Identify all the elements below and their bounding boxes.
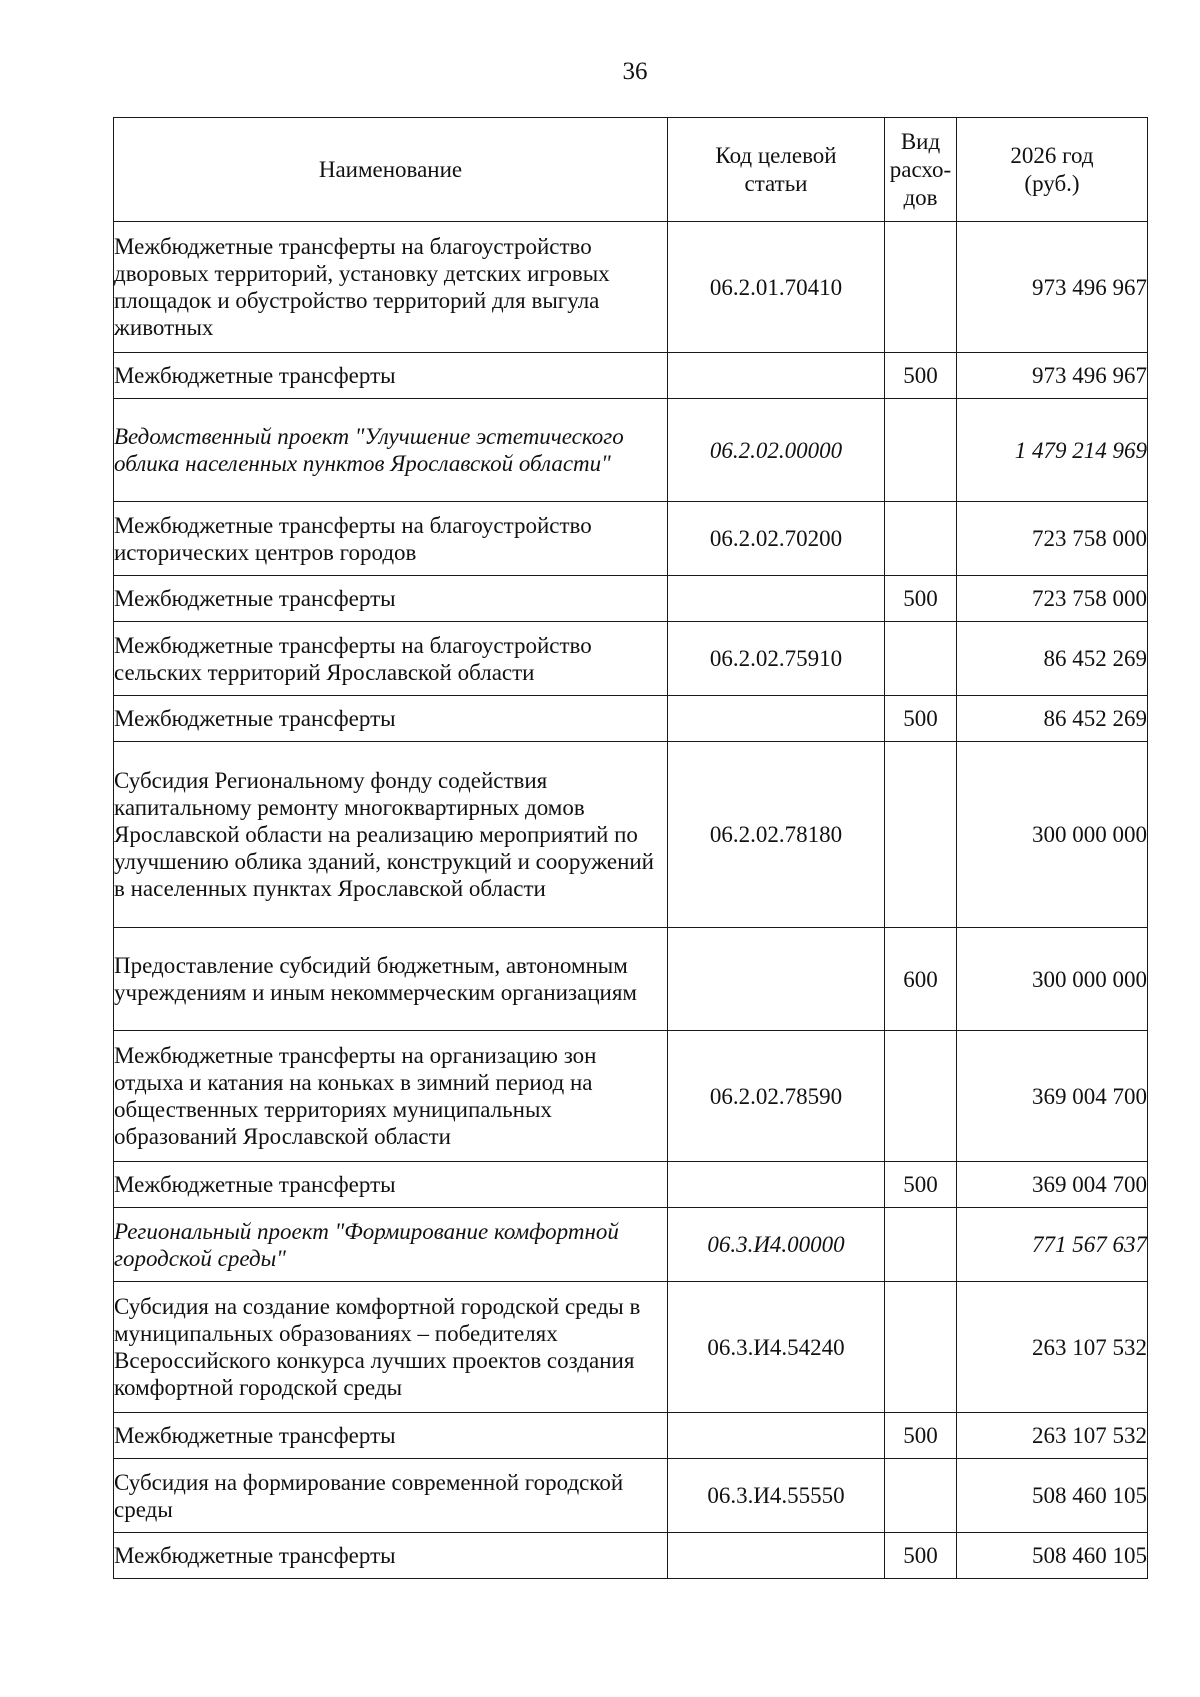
row-name: Межбюджетные трансферты — [114, 576, 668, 622]
row-name: Межбюджетные трансферты на благоустройство сельских территорий Ярославской области — [114, 622, 668, 696]
table-row — [114, 1413, 1148, 1459]
row-expense-type — [885, 1208, 957, 1282]
row-code: 06.3.И4.00000 — [668, 1208, 885, 1282]
row-amount: 263 107 532 — [957, 1282, 1148, 1413]
row-code: 06.3.И4.54240 — [668, 1282, 885, 1413]
row-code — [668, 353, 885, 399]
row-amount: 300 000 000 — [957, 742, 1148, 928]
row-amount: 973 496 967 — [957, 222, 1148, 353]
row-name: Межбюджетные трансферты — [114, 696, 668, 742]
row-code — [668, 928, 885, 1031]
row-amount: 300 000 000 — [957, 928, 1148, 1031]
table-row — [114, 1533, 1148, 1579]
row-name: Межбюджетные трансферты — [114, 1413, 668, 1459]
row-code: 06.2.02.78590 — [668, 1031, 885, 1162]
row-expense-type — [885, 502, 957, 576]
row-code: 06.2.02.00000 — [668, 399, 885, 502]
row-name: Субсидия на создание комфортной городской среды в муниципальных образованиях – победителях Всероссийского конкурса лучших проектов создания комфортной городской среды — [114, 1282, 668, 1413]
row-code — [668, 1533, 885, 1579]
header-amount: 2026 год (руб.) — [957, 118, 1148, 222]
row-expense-type — [885, 742, 957, 928]
table-header-row — [114, 118, 1148, 222]
header-name: Наименование — [114, 118, 668, 222]
row-amount: 263 107 532 — [957, 1413, 1148, 1459]
table-row-project — [114, 1208, 1148, 1282]
table-row-project — [114, 399, 1148, 502]
row-expense-type: 500 — [885, 1533, 957, 1579]
row-expense-type: 500 — [885, 1413, 957, 1459]
table-row — [114, 1162, 1148, 1208]
row-code — [668, 696, 885, 742]
row-code: 06.2.02.75910 — [668, 622, 885, 696]
row-code — [668, 576, 885, 622]
row-amount: 723 758 000 — [957, 576, 1148, 622]
row-expense-type — [885, 622, 957, 696]
row-amount: 86 452 269 — [957, 622, 1148, 696]
row-amount: 723 758 000 — [957, 502, 1148, 576]
table-row — [114, 502, 1148, 576]
row-code: 06.2.01.70410 — [668, 222, 885, 353]
row-expense-type — [885, 399, 957, 502]
table-row — [114, 353, 1148, 399]
table-row — [114, 576, 1148, 622]
row-code: 06.3.И4.55550 — [668, 1459, 885, 1533]
row-amount: 1 479 214 969 — [957, 399, 1148, 502]
row-expense-type — [885, 1282, 957, 1413]
table-row — [114, 742, 1148, 928]
row-name: Межбюджетные трансферты — [114, 353, 668, 399]
row-code: 06.2.02.78180 — [668, 742, 885, 928]
row-expense-type: 500 — [885, 696, 957, 742]
table-row — [114, 928, 1148, 1031]
row-amount: 508 460 105 — [957, 1459, 1148, 1533]
page-number: 36 — [622, 58, 648, 85]
row-amount: 86 452 269 — [957, 696, 1148, 742]
table-row — [114, 1031, 1148, 1162]
row-code — [668, 1162, 885, 1208]
table-row — [114, 1459, 1148, 1533]
row-code — [668, 1413, 885, 1459]
table-row — [114, 696, 1148, 742]
row-amount: 973 496 967 — [957, 353, 1148, 399]
row-name: Межбюджетные трансферты на организацию зон отдыха и катания на коньках в зимний период на общественных территориях муниципальных образований Ярославской области — [114, 1031, 668, 1162]
row-name: Межбюджетные трансферты на благоустройство исторических центров городов — [114, 502, 668, 576]
row-expense-type — [885, 222, 957, 353]
row-name: Субсидия на формирование современной городской среды — [114, 1459, 668, 1533]
table-row — [114, 222, 1148, 353]
table-row — [114, 622, 1148, 696]
row-expense-type: 500 — [885, 353, 957, 399]
row-amount: 369 004 700 — [957, 1162, 1148, 1208]
row-amount: 771 567 637 — [957, 1208, 1148, 1282]
row-expense-type — [885, 1459, 957, 1533]
row-name: Субсидия Региональному фонду содействия капитальному ремонту многоквартирных домов Ярославской области на реализацию мероприятий по улучшению облика зданий, конструкций и сооружений в населенных пунктах Ярославской области — [114, 742, 668, 928]
header-expense-type: Вид расхо- дов — [885, 118, 957, 222]
header-code: Код целевой статьи — [668, 118, 885, 222]
row-expense-type — [885, 1031, 957, 1162]
row-name: Межбюджетные трансферты — [114, 1162, 668, 1208]
row-code: 06.2.02.70200 — [668, 502, 885, 576]
row-name: Межбюджетные трансферты — [114, 1533, 668, 1579]
row-expense-type: 500 — [885, 576, 957, 622]
row-name: Ведомственный проект "Улучшение эстетического облика населенных пунктов Ярославской области" — [114, 399, 668, 502]
row-amount: 508 460 105 — [957, 1533, 1148, 1579]
row-expense-type: 500 — [885, 1162, 957, 1208]
budget-table — [113, 117, 1148, 1579]
row-name: Предоставление субсидий бюджетным, автономным учреждениям и иным некоммерческим организациям — [114, 928, 668, 1031]
row-expense-type: 600 — [885, 928, 957, 1031]
row-amount: 369 004 700 — [957, 1031, 1148, 1162]
table-row — [114, 1282, 1148, 1413]
row-name: Межбюджетные трансферты на благоустройство дворовых территорий, установку детских игровых площадок и обустройство территорий для выгула животных — [114, 222, 668, 353]
row-name: Региональный проект "Формирование комфортной городской среды" — [114, 1208, 668, 1282]
